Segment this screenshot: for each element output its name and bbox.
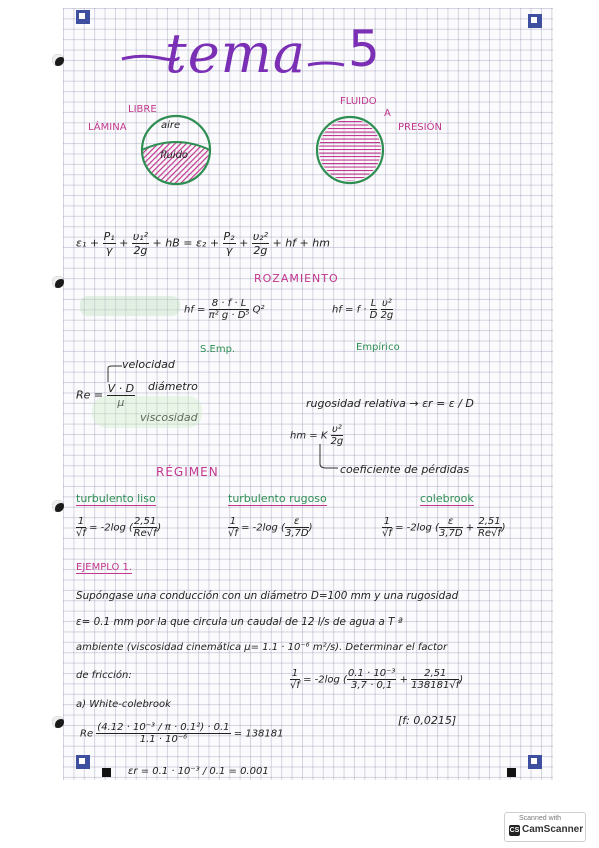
regimen-col-liso: turbulento liso: [76, 492, 156, 505]
square-marker-icon: [507, 768, 516, 777]
ejemplo-line: ambiente (viscosidad cinemática μ= 1.1 · 10⁻⁶ m²/s). Determinar el factor: [76, 642, 448, 653]
viscosidad-label: viscosidad: [140, 411, 198, 424]
camscanner-logo-icon: CS: [509, 827, 520, 834]
square-marker-icon: [102, 768, 111, 777]
title-dash-right: [306, 60, 346, 70]
highlighter-smudge: [80, 296, 180, 316]
reynolds-equation: Re = $\frac{V \cdot D}{\mu}$: [76, 382, 135, 409]
fluido-a-label: FLUIDO: [340, 96, 377, 107]
regimen-col-rugoso: turbulento rugoso: [228, 492, 327, 505]
corner-marker-icon: [76, 755, 90, 769]
diametro-label: diámetro: [148, 380, 198, 393]
corner-marker-icon: [528, 14, 542, 28]
hf-equation-darcy-q: hf = $\frac{8 \cdot f \cdot L}{\text{π² g · D⁵}}$ Q²: [184, 298, 265, 321]
coeficiente-label: coeficiente de pérdidas: [340, 463, 470, 476]
page-title: tema: [165, 22, 307, 85]
binder-hole: [52, 716, 64, 728]
bernoulli-equation: ε₁ + $\frac{\text{P₁}}{\gamma}$ + $\frac{\text{υ₁²}}{2g}$ + hB = ε₂ + $\frac{\text{P₂}}{\gamma}$ + $\frac{\text{υ₂²}}{2g}$ + hf + hm: [76, 230, 330, 257]
rozamiento-heading: ROZAMIENTO: [254, 272, 339, 285]
notebook-page: [63, 8, 553, 780]
binder-hole: [52, 500, 64, 512]
reynolds-calculation: Re $\frac{\text{(4.12 · 10⁻³ / π · 0.1²) · 0.1}}{\text{1.1 · 10⁻⁶}}$ = 138181: [80, 722, 284, 745]
hf-equation-darcy-v: hf = f · $\frac{L}{D}$ $\frac{\text{υ²}}{2g}$: [332, 298, 394, 321]
presion-label: PRESIÓN: [398, 122, 442, 133]
relative-roughness-calculation: εr = 0.1 · 10⁻³ / 0.1 = 0.001: [128, 766, 269, 777]
ejemplo-colebrook-equation: $\frac{1}{√f}$ = -2log ( $\frac{\text{0.1 · 10⁻³}}{3,7 \cdot 0,1}$ + $\frac{2,51}{138181√f}$ ): [290, 668, 464, 691]
libre-label: LIBRE: [128, 104, 157, 115]
velocidad-label: velocidad: [122, 358, 175, 371]
regimen-col-colebrook: colebrook: [420, 492, 474, 505]
page-title-number: 5: [348, 20, 380, 78]
lamina-label: LÁMINA: [88, 122, 127, 133]
corner-marker-icon: [76, 10, 90, 24]
aire-label: aire: [161, 120, 181, 131]
arrow-icon: [316, 444, 340, 474]
pipe-pressure-diagram: [314, 114, 386, 186]
fluido-label: fluido: [160, 150, 189, 161]
rugosidad-relativa: rugosidad relativa → εr = ε / D: [306, 397, 474, 410]
ejemplo-line: de fricción:: [76, 670, 132, 681]
camscanner-watermark: Scanned with CS CamScanner: [504, 812, 586, 842]
friction-result: [f: 0,0215]: [398, 714, 457, 727]
step-a-label: a) White-colebrook: [76, 699, 171, 710]
ejemplo-line: ε= 0.1 mm por la que circula un caudal de 12 l/s de agua a T ª: [76, 616, 403, 628]
ejemplo-heading: EJEMPLO 1.: [76, 562, 133, 573]
formula-liso: $\frac{1}{√f}$ = -2log ( $\frac{2,51}{Re√f}$ ): [76, 516, 162, 539]
hm-equation: hm = K $\frac{\text{υ²}}{2g}$: [290, 424, 344, 447]
a-label: A: [384, 108, 391, 119]
regimen-heading: RÉGIMEN: [156, 465, 219, 479]
corner-marker-icon: [528, 755, 542, 769]
formula-colebrook: $\frac{1}{√f}$ = -2log ( $\frac{\varepsilon}{3,7D}$ + $\frac{2,51}{Re√f}$ ): [382, 516, 506, 539]
ejemplo-line: Supóngase una conducción con un diámetro D=100 mm y una rugosidad: [76, 590, 459, 602]
empirico-label: Empírico: [356, 342, 400, 353]
arrow-icon: [104, 362, 124, 384]
binder-hole: [52, 54, 64, 66]
formula-rugoso: $\frac{1}{√f}$ = -2log ( $\frac{\varepsilon}{3,7D}$ ): [228, 516, 313, 539]
semi-empirico-label: S.Emp.: [200, 344, 236, 355]
binder-hole: [52, 276, 64, 288]
highlighter-smudge: [92, 396, 202, 428]
